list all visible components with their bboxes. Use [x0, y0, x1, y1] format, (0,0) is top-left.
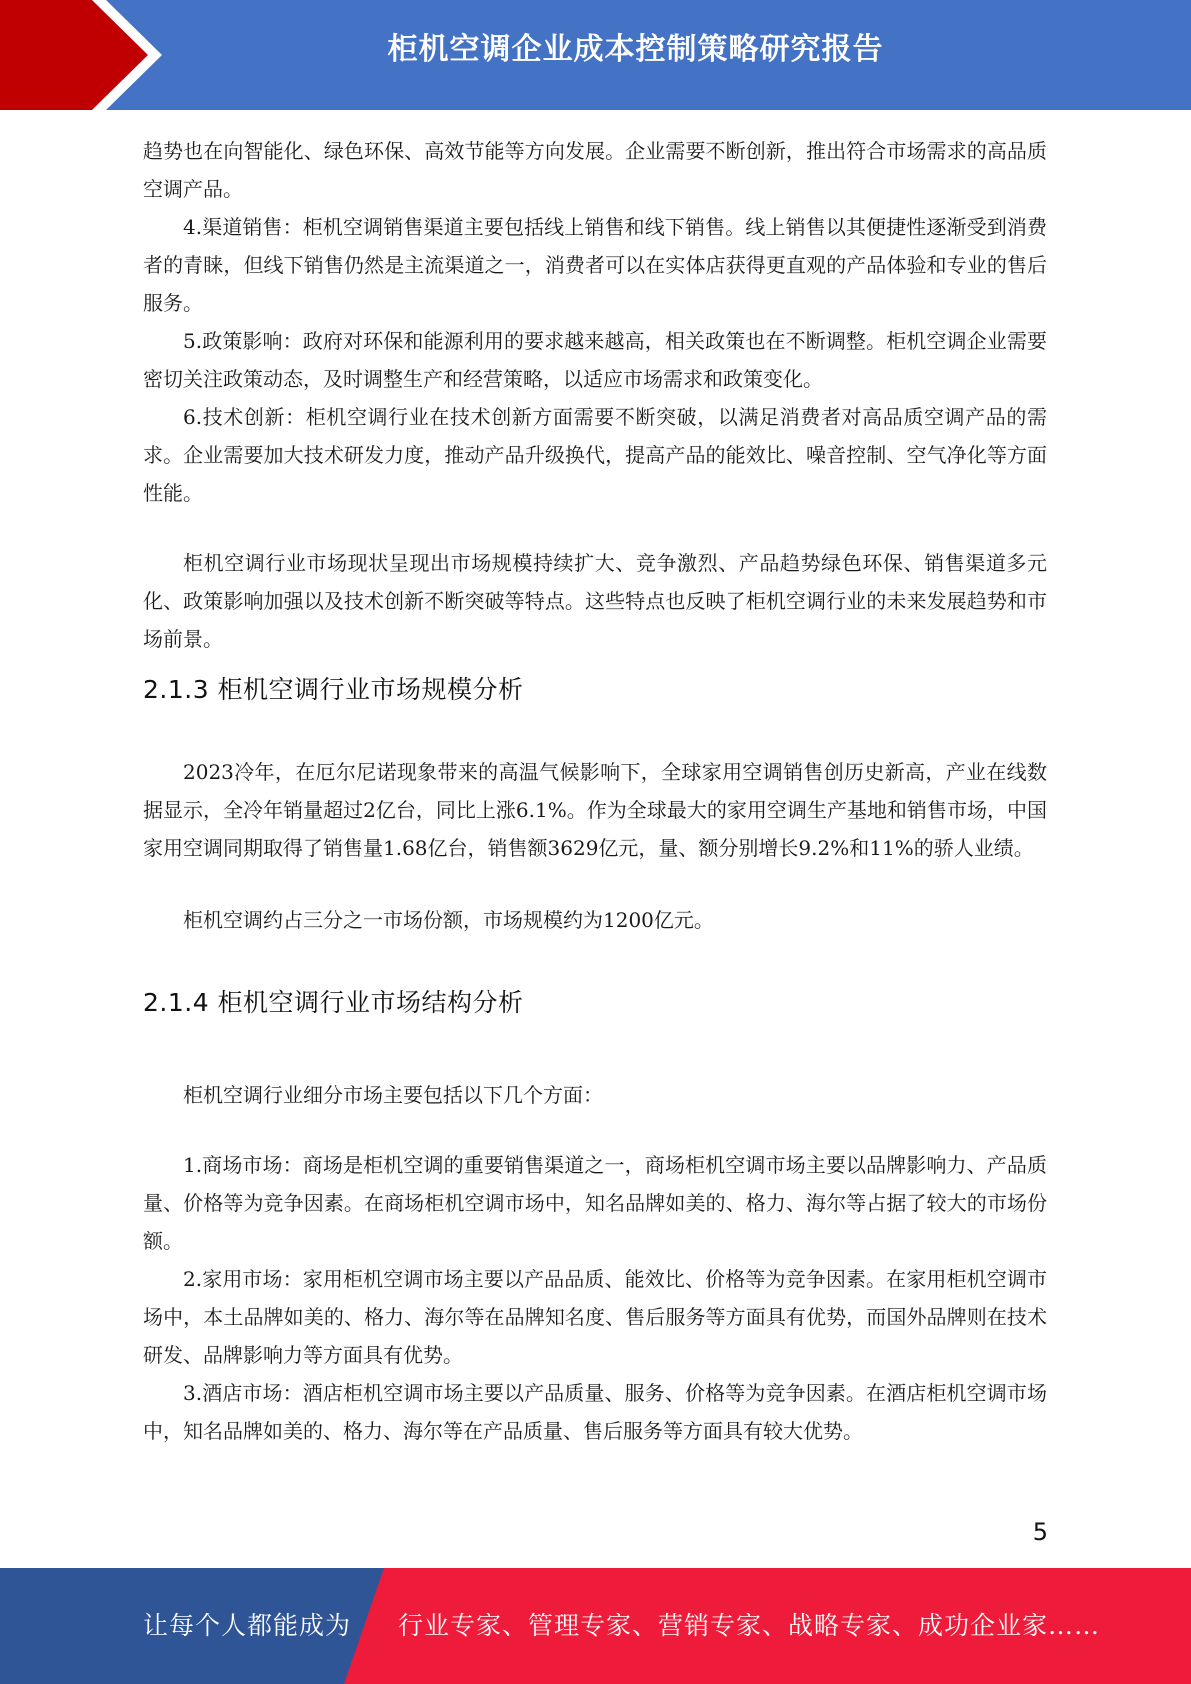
paragraph-segments-intro: 柜机空调行业细分市场主要包括以下几个方面：	[183, 1083, 603, 1107]
paragraph-trend-continued: 趋势也在向智能化、绿色环保、高效节能等方向发展。企业需要不断创新，推出符合市场需求的高品质空调产品。	[143, 139, 1047, 201]
paragraph-channel-sales: 4.渠道销售：柜机空调销售渠道主要包括线上销售和线下销售。线上销售以其便捷性逐渐受到消费者的青睐，但线下销售仍然是主流渠道之一，消费者可以在实体店获得更直观的产品体验和专业的售后服务。	[143, 215, 1047, 315]
page-number: 5	[1032, 1518, 1048, 1546]
paragraph-tech-innovation: 6.技术创新：柜机空调行业在技术创新方面需要不断突破，以满足消费者对高品质空调产品的需求。企业需要加大技术研发力度，推动产品升级换代，提高产品的能效比、噪音控制、空气净化等方面性能。	[143, 405, 1047, 505]
paragraph-market-size: 2023冷年，在厄尔尼诺现象带来的高温气候影响下，全球家用空调销售创历史新高，产业在线数据显示，全冷年销量超过2亿台，同比上涨6.1%。作为全球最大的家用空调生产基地和销售市场，中国家用空调同期取得了销售量1.68亿台，销售额3629亿元，量、额分别增长9.2%和11%的骄人业绩。	[143, 760, 1047, 860]
paragraph-hotel-market: 3.酒店市场：酒店柜机空调市场主要以产品质量、服务、价格等为竞争因素。在酒店柜机空调市场中，知名品牌如美的、格力、海尔等在产品质量、售后服务等方面具有较大优势。	[143, 1381, 1047, 1443]
paragraph-cabinet-share: 柜机空调约占三分之一市场份额，市场规模约为1200亿元。	[183, 908, 714, 932]
section-heading-2-1-3: 2.1.3 柜机空调行业市场规模分析	[143, 675, 524, 704]
footer-slogan-left: 让每个人都能成为	[143, 1611, 352, 1640]
page-header	[0, 0, 1191, 110]
paragraph-mall-market: 1.商场市场：商场是柜机空调的重要销售渠道之一，商场柜机空调市场主要以品牌影响力、产品质量、价格等为竞争因素。在商场柜机空调市场中，知名品牌如美的、格力、海尔等占据了较大的市场份额。	[143, 1153, 1047, 1253]
paragraph-policy-impact: 5.政策影响：政府对环保和能源利用的要求越来越高，相关政策也在不断调整。柜机空调企业需要密切关注政策动态，及时调整生产和经营策略，以适应市场需求和政策变化。	[143, 329, 1047, 391]
page-footer	[0, 1568, 1191, 1684]
footer-slogan-right: 行业专家、管理专家、营销专家、战略专家、成功企业家……	[398, 1611, 1101, 1640]
paragraph-home-market: 2.家用市场：家用柜机空调市场主要以产品品质、能效比、价格等为竞争因素。在家用柜机空调市场中，本土品牌如美的、格力、海尔等在品牌知名度、售后服务等方面具有优势，而国外品牌则在技术研发、品牌影响力等方面具有优势。	[143, 1267, 1047, 1367]
document-body	[143, 132, 1047, 1450]
paragraph-market-summary: 柜机空调行业市场现状呈现出市场规模持续扩大、竞争激烈、产品趋势绿色环保、销售渠道多元化、政策影响加强以及技术创新不断突破等特点。这些特点也反映了柜机空调行业的未来发展趋势和市场前景。	[143, 551, 1047, 651]
section-heading-2-1-4: 2.1.4 柜机空调行业市场结构分析	[143, 988, 524, 1017]
header-title: 柜机空调企业成本控制策略研究报告	[387, 32, 884, 67]
